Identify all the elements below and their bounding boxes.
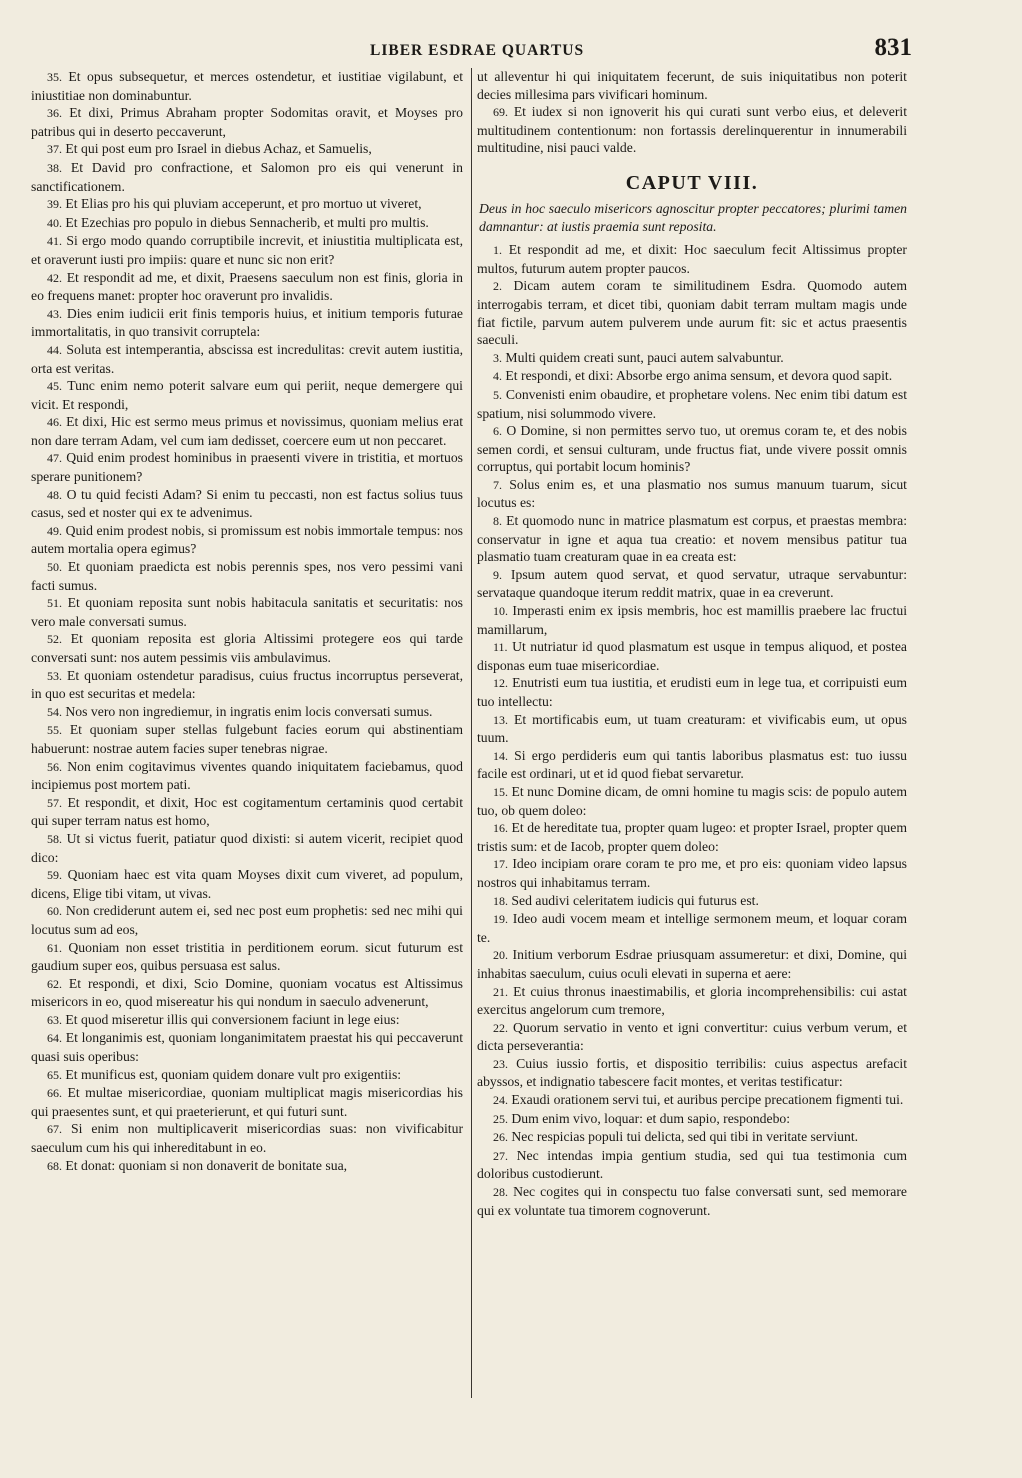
verse-text: Et quoniam super stellas fulgebunt facies eorum qui abstinentiam habuerunt: nostrae autem facies super tenebras nigrae. xyxy=(31,722,463,756)
verse-number: 36. xyxy=(47,106,62,121)
verse-number: 50. xyxy=(47,560,62,575)
verse xyxy=(477,386,907,422)
verse-text: Et quoniam reposita sunt nobis habitacula sanitatis et securitatis: nos vero male conversati sumus. xyxy=(31,595,464,629)
verse-text: Ut si victus fuerit, patiatur quod dixisti: si autem vicerit, recipiet quod dico: xyxy=(31,830,463,865)
verse-number: 10. xyxy=(493,604,508,619)
verse-number: 37. xyxy=(47,142,62,157)
verse-number: 38. xyxy=(47,160,62,175)
verse xyxy=(477,892,907,911)
verse-text: Et respondi, et dixi, Scio Domine, quoniam vocatus est Altissimus misericors in eo, quod misereatur his qui nondum in saeculo advenerunt, xyxy=(31,975,464,1010)
verse xyxy=(31,1011,463,1030)
verse-number: 23. xyxy=(493,1056,508,1071)
verse-number: 24. xyxy=(493,1093,508,1108)
verse-text: Nec intendas impia gentium studia, sed qui tua testimonia cum doloribus custodierunt. xyxy=(477,1147,908,1182)
verse-number: 45. xyxy=(47,379,62,394)
verse-number: 48. xyxy=(47,487,62,502)
verse xyxy=(477,638,907,674)
verse-number: 56. xyxy=(47,759,62,774)
verse xyxy=(477,1019,907,1055)
verse xyxy=(31,140,463,159)
verse xyxy=(31,939,463,975)
verse xyxy=(31,159,463,195)
verse xyxy=(477,1128,907,1147)
verse-text: Si enim non multiplicaverit misericordias suas: non vivificabitur saeculum cum his qui inhereditabunt in eo. xyxy=(31,1121,464,1156)
verse xyxy=(31,1084,463,1120)
page-header xyxy=(30,36,912,66)
continuation-text: ut alleventur hi qui iniquitatem fecerunt, de suis iniquitatibus non poterit decies millesima pars vivificari hominum. xyxy=(477,69,907,102)
verse-text: Et de hereditate tua, propter quam lugeo: et propter Israel, propter quem tristis sum: et de Iacob, propter quem doleo: xyxy=(477,820,908,854)
verse-number: 51. xyxy=(47,596,62,611)
verse xyxy=(31,794,463,830)
verses-before-chapter xyxy=(477,103,907,157)
verse xyxy=(31,449,463,485)
verse xyxy=(477,1183,907,1219)
column-divider xyxy=(471,68,472,1398)
verse xyxy=(31,830,463,866)
verse xyxy=(477,1055,907,1091)
verse-number: 17. xyxy=(493,857,508,872)
verse-text: Et quoniam reposita est gloria Altissimi protegere eos qui tarde conversati sunt: nos autem pessimis viis ambulavimus. xyxy=(31,631,464,665)
verse-number: 42. xyxy=(47,270,62,285)
verse-number: 61. xyxy=(47,940,62,955)
verse-number: 55. xyxy=(47,723,62,738)
verse-text: Enutristi eum tua iustitia, et erudisti eum in lege tua, et corripuisti eum tuo intellectu: xyxy=(477,675,908,709)
verse-number: 22. xyxy=(493,1020,508,1035)
verse xyxy=(477,512,907,566)
verse-number: 9. xyxy=(493,567,502,582)
verse-text: Et nunc Domine dicam, de omni homine tu magis scis: de populo autem tuo, ob quem doleo: xyxy=(477,783,907,818)
running-title: LIBER ESDRAE QUARTUS xyxy=(370,42,585,59)
verse-text: Ipsum autem quod servat, et quod servatur, utraque servabuntur: servataque quandoque iterum reddit matrix, quae in ea creverunt. xyxy=(477,566,908,601)
verse xyxy=(477,367,907,386)
verse-text: Et quod miseretur illis qui conversionem faciunt in lege eius: xyxy=(65,1011,400,1027)
verse xyxy=(31,195,463,214)
verse-text: Et respondit ad me, et dixit: Hoc saeculum fecit Altissimus propter multos, futurum autem propter paucos. xyxy=(477,242,907,276)
verse-text: Quid enim prodest nobis, si promissum est nobis immortale tempus: nos autem mortalia opera egimus? xyxy=(31,522,463,557)
verse-number: 35. xyxy=(47,70,62,84)
verse-text: Nec cogites qui in conspectu tuo false conversati sunt, sed memorare qui ex voluntate tua timorem cognoverunt. xyxy=(477,1184,907,1218)
verse-text: Dum enim vivo, loquar: et dum sapio, respondebo: xyxy=(511,1110,791,1126)
verse xyxy=(477,422,907,476)
verse-text: O Domine, si non permittes servo tuo, ut oremus coram te, et des nobis semen cordi, et sensui culturam, unde fructus fiat, unde vivere possit omnis corruptus, qui portabit locum hominis? xyxy=(477,423,908,475)
verse xyxy=(477,1091,907,1110)
verse xyxy=(477,711,907,747)
verse-text: Et multae misericordiae, quoniam multiplicat magis misericordias his qui praesentes sunt, et qui praeterierunt, et qui futuri sunt. xyxy=(31,1085,463,1119)
verse-text: Et longanimis est, quoniam longanimitatem praestat his qui peccaverunt quasi suis operibus: xyxy=(31,1030,463,1065)
verse-text: Et David pro confractione, et Salomon pro eis qui venerunt in sanctificationem. xyxy=(31,159,464,194)
verse-number: 19. xyxy=(493,912,508,927)
verse xyxy=(31,1029,463,1065)
verse-text: Et iudex si non ignoverit his qui curati sunt verbo eius, et deleverit multitudinem contentionum: non fortassis derelinquerentur in innumerabili multitudine, nisi pauci valde. xyxy=(477,104,908,156)
verse-number: 40. xyxy=(47,215,62,230)
verse-number: 54. xyxy=(47,704,62,719)
verse-text: Soluta est intemperantia, abscissa est incredulitas: crevit autem iustitia, orta est veritas. xyxy=(31,341,464,376)
verse-number: 62. xyxy=(47,976,62,991)
verse-text: Et donat: quoniam si non donaverit de bonitate sua, xyxy=(65,1157,348,1173)
verse-number: 41. xyxy=(47,234,62,249)
verse-number: 11. xyxy=(493,640,508,655)
verse-number: 26. xyxy=(493,1130,508,1145)
verse xyxy=(477,910,907,946)
verse-text: Et opus subsequetur, et merces ostendetur, et iustitiae vigilabunt, et iniustitiae non dominabuntur. xyxy=(31,69,463,103)
verse-text: Dies enim iudicii erit finis temporis huius, et initium temporis futurae immortalitatis, in quo transivit corruptela: xyxy=(31,305,463,340)
verse xyxy=(477,103,907,157)
verse-number: 21. xyxy=(493,984,508,999)
verse-text: Et quoniam ostendetur paradisus, cuius fructus incorruptus perseverat, in quo est securitas et medela: xyxy=(31,667,463,702)
verse-number: 53. xyxy=(47,668,62,683)
verse-text: Nos vero non ingrediemur, in ingratis enim locis conversati sumus. xyxy=(65,703,433,719)
verse xyxy=(477,476,907,512)
verse-text: Et respondi, et dixi: Absorbe ergo anima sensum, et devora quod sapit. xyxy=(505,368,893,384)
verse-number: 44. xyxy=(47,342,62,357)
verse-text: Et munificus est, quoniam quidem donare vult pro exigentiis: xyxy=(65,1066,402,1082)
verse xyxy=(31,1120,463,1156)
verse-text: Ideo incipiam orare coram te pro me, et pro eis: quoniam video lapsus nostros qui inhabitamus terram. xyxy=(477,856,908,890)
verse-text: Et mortificabis eum, ut tuam creaturam: et vivificabis eum, ut opus tuum. xyxy=(477,711,908,746)
verse-text: Tunc enim nemo poterit salvare eum qui periit, neque demergere qui vicit. Et respondi, xyxy=(31,378,463,412)
verse-number: 47. xyxy=(47,451,62,466)
verse-text: Quoniam haec est vita quam Moyses dixit cum viveret, ad populum, dicens, Elige tibi vitam, ut vivas. xyxy=(31,867,463,901)
verse-number: 7. xyxy=(493,477,502,492)
verse xyxy=(31,486,463,522)
verse-text: Imperasti enim ex ipsis membris, hoc est mamillis praebere lac fructui mamillarum, xyxy=(477,603,907,637)
verse xyxy=(31,758,463,794)
verse-text: Solus enim es, et una plasmatio nos sumus manuum tuarum, sicut locutus es: xyxy=(477,476,907,511)
verse xyxy=(31,522,463,558)
verse xyxy=(477,1110,907,1129)
verse-text: Et respondit, et dixit, Hoc est cogitamentum certaminis quod certabit qui super terram natus est homo, xyxy=(31,794,463,829)
verse-text: Non crediderunt autem ei, sed nec post eum prophetis: sed nec mihi qui locutus sum ad eos, xyxy=(31,903,463,937)
verse-text: Si ergo modo quando corruptibile increvit, et iniustitia multiplicata est, et oraverunt iusti pro impiis: quare et nunc sic non erit? xyxy=(31,233,464,267)
verse-text: Et dixi, Primus Abraham propter Sodomitas oravit, et Moyses pro patribus qui in deserto peccaverunt, xyxy=(31,105,463,139)
verse-number: 57. xyxy=(47,795,62,810)
verse-number: 4. xyxy=(493,369,502,384)
verse-number: 5. xyxy=(493,387,502,402)
verse-text: Si ergo perdideris eum qui tantis laboribus plasmatus est: tuo iussu facile est ordinari, ut et id quod fiebat servaretur. xyxy=(477,747,908,782)
verse xyxy=(477,1147,907,1183)
verse-text: Et Ezechias pro populo in diebus Sennacherib, et multi pro multis. xyxy=(65,214,429,230)
verse xyxy=(477,983,907,1019)
verse-number: 8. xyxy=(493,514,502,529)
verse-text: Nec respicias populi tui delicta, sed qui tibi in veritate serviunt. xyxy=(511,1129,859,1145)
verse-number: 15. xyxy=(493,784,508,799)
verse-text: Et quomodo nunc in matrice plasmatum est corpus, et praestas membra: conservatur in igne et aqua tua creatio: et novem mensibus patitur tua plasmatio tuam creaturam quae in ea creata est: xyxy=(477,513,908,565)
verse xyxy=(31,866,463,902)
verse-text: Et quoniam praedicta est nobis perennis spes, nos vero pessimi vani facti sumus. xyxy=(31,559,464,593)
verse-text: Non enim cogitavimus viventes quando iniquitatem faciebamus, quod incipiemus post mortem pati. xyxy=(31,758,464,793)
verse xyxy=(477,946,907,982)
verse xyxy=(31,214,463,233)
right-column xyxy=(477,68,907,1219)
verse xyxy=(477,674,907,710)
verse-number: 16. xyxy=(493,821,508,836)
verse xyxy=(31,721,463,757)
verse-text: Et qui post eum pro Israel in diebus Achaz, et Samuelis, xyxy=(65,141,372,157)
verse-number: 63. xyxy=(47,1012,62,1027)
verse-number: 3. xyxy=(493,350,502,365)
verse-text: Convenisti enim obaudire, et prophetare volens. Nec enim tibi datum est spatium, nisi solummodo vivere. xyxy=(477,386,908,421)
verse-text: Quoniam non esset tristitia in perditionem eorum. sicut futurum est gaudium super eos, quibus persuasa est salus. xyxy=(31,939,464,974)
verse-number: 6. xyxy=(493,424,502,439)
verse xyxy=(31,232,463,268)
verse xyxy=(31,104,463,140)
verse xyxy=(31,902,463,938)
verse-text: Et dixi, Hic est sermo meus primus et novissimus, quoniam melius erat non dare terram Adam, vel cum iam dedisset, coercere eum ut non peccaret. xyxy=(31,414,464,448)
verse xyxy=(31,558,463,594)
chapter-summary: Deus in hoc saeculo misericors agnoscitur propter peccatores; plurimi tamen damnantur: at iustis praemia sunt reposita. xyxy=(479,200,907,234)
verse xyxy=(477,277,907,348)
verse-number: 1. xyxy=(493,243,502,258)
verse-number: 58. xyxy=(47,831,62,846)
verse xyxy=(31,68,463,104)
verse-number: 20. xyxy=(493,948,508,963)
verse-text: Ut nutriatur id quod plasmatum est usque in tempus aliquod, et postea disponas eum tuae misericordiae. xyxy=(477,639,907,673)
verse-text: Ideo audi vocem meam et intellige sermonem meum, et loquar coram te. xyxy=(477,911,907,945)
verse-number: 49. xyxy=(47,523,62,538)
verse-text: Cuius iussio fortis, et dispositio terribilis: cuius aspectus arefacit abyssos, et indignatio tabescere facit montes, et veritas testificatur: xyxy=(477,1055,907,1090)
verse-number: 43. xyxy=(47,306,62,321)
verse-number: 27. xyxy=(493,1148,508,1163)
verse-text: Multi quidem creati sunt, pauci autem salvabuntur. xyxy=(505,349,784,365)
verse xyxy=(477,349,907,368)
verse-text: Quid enim prodest hominibus in praesenti vivere in tristitia, et mortuos sperare punitionem? xyxy=(31,450,463,485)
verse xyxy=(31,377,463,413)
verse xyxy=(31,630,463,666)
verse xyxy=(477,819,907,855)
verse xyxy=(31,703,463,722)
verse xyxy=(31,1157,463,1176)
verse-number: 67. xyxy=(47,1122,62,1137)
verse-text: Quorum servatio in vento et igni convertitur: cuius verbum verum, et dicta perseverantia: xyxy=(477,1019,907,1054)
left-column xyxy=(31,68,463,1175)
verse-text: Initium verborum Esdrae priusquam assumeretur: et dixi, Domine, qui inhabitas saeculum, cuius oculi elevati in superna et aere: xyxy=(477,947,907,981)
verse xyxy=(477,747,907,783)
verse-number: 52. xyxy=(47,632,62,647)
verse xyxy=(31,975,463,1011)
verse-text: Dicam autem coram te similitudinem Esdra. Quomodo autem interrogabis terram, et dicet tibi, quoniam dabit terram multam magis unde fiat fictile, parvum autem pulverem unde aurum fit: sic et actus praesentis saeculi. xyxy=(477,278,908,348)
verse-text: Sed audivi celeritatem iudicis qui futurus est. xyxy=(511,892,759,908)
verse xyxy=(31,341,463,377)
verse-number: 69. xyxy=(493,105,508,120)
verse xyxy=(31,1066,463,1085)
verse-number: 65. xyxy=(47,1067,62,1082)
verse xyxy=(477,566,907,602)
chapter-verses xyxy=(477,241,907,1219)
chapter-heading: CAPUT VIII. xyxy=(625,171,759,194)
verse-number: 12. xyxy=(493,676,508,691)
verse-text: Et cuius thronus inaestimabilis, et gloria incomprehensibilis: cui astat exercitus angelorum cum tremore, xyxy=(477,983,907,1018)
verse xyxy=(477,783,907,819)
verse-number: 46. xyxy=(47,415,62,430)
verse-text: Et Elias pro his qui pluviam acceperunt, et pro mortuo ut viveret, xyxy=(65,196,422,212)
verse-number: 66. xyxy=(47,1086,62,1101)
verse xyxy=(477,855,907,891)
verse-number: 28. xyxy=(493,1185,508,1200)
page-number: 831 xyxy=(874,34,912,61)
verse-text: Exaudi orationem servi tui, et auribus percipe precationem figmenti tui. xyxy=(511,1092,904,1108)
verse-number: 25. xyxy=(493,1111,508,1126)
verse-number: 59. xyxy=(47,868,62,883)
verse-text: Et respondit ad me, et dixit, Praesens saeculum non est finis, gloria in eo frequens manet: propter hoc oraverunt pro invalidis. xyxy=(31,269,464,304)
verse-number: 18. xyxy=(493,893,508,908)
verse-text: O tu quid fecisti Adam? Si enim tu peccasti, non est factus solius tuus casus, sed et noster qui ex te advenimus. xyxy=(31,486,463,521)
verse-number: 64. xyxy=(47,1031,62,1046)
verse-number: 68. xyxy=(47,1158,62,1173)
verse xyxy=(31,305,463,341)
verse xyxy=(31,269,463,305)
verse-number: 39. xyxy=(47,197,62,212)
verse-number: 60. xyxy=(47,904,62,919)
verse xyxy=(477,241,907,277)
verse xyxy=(477,602,907,638)
verse-number: 13. xyxy=(493,712,508,727)
verse xyxy=(31,413,463,449)
verse-number: 14. xyxy=(493,748,508,763)
verse xyxy=(31,667,463,703)
verse-number: 2. xyxy=(493,279,502,294)
verse xyxy=(31,594,463,630)
